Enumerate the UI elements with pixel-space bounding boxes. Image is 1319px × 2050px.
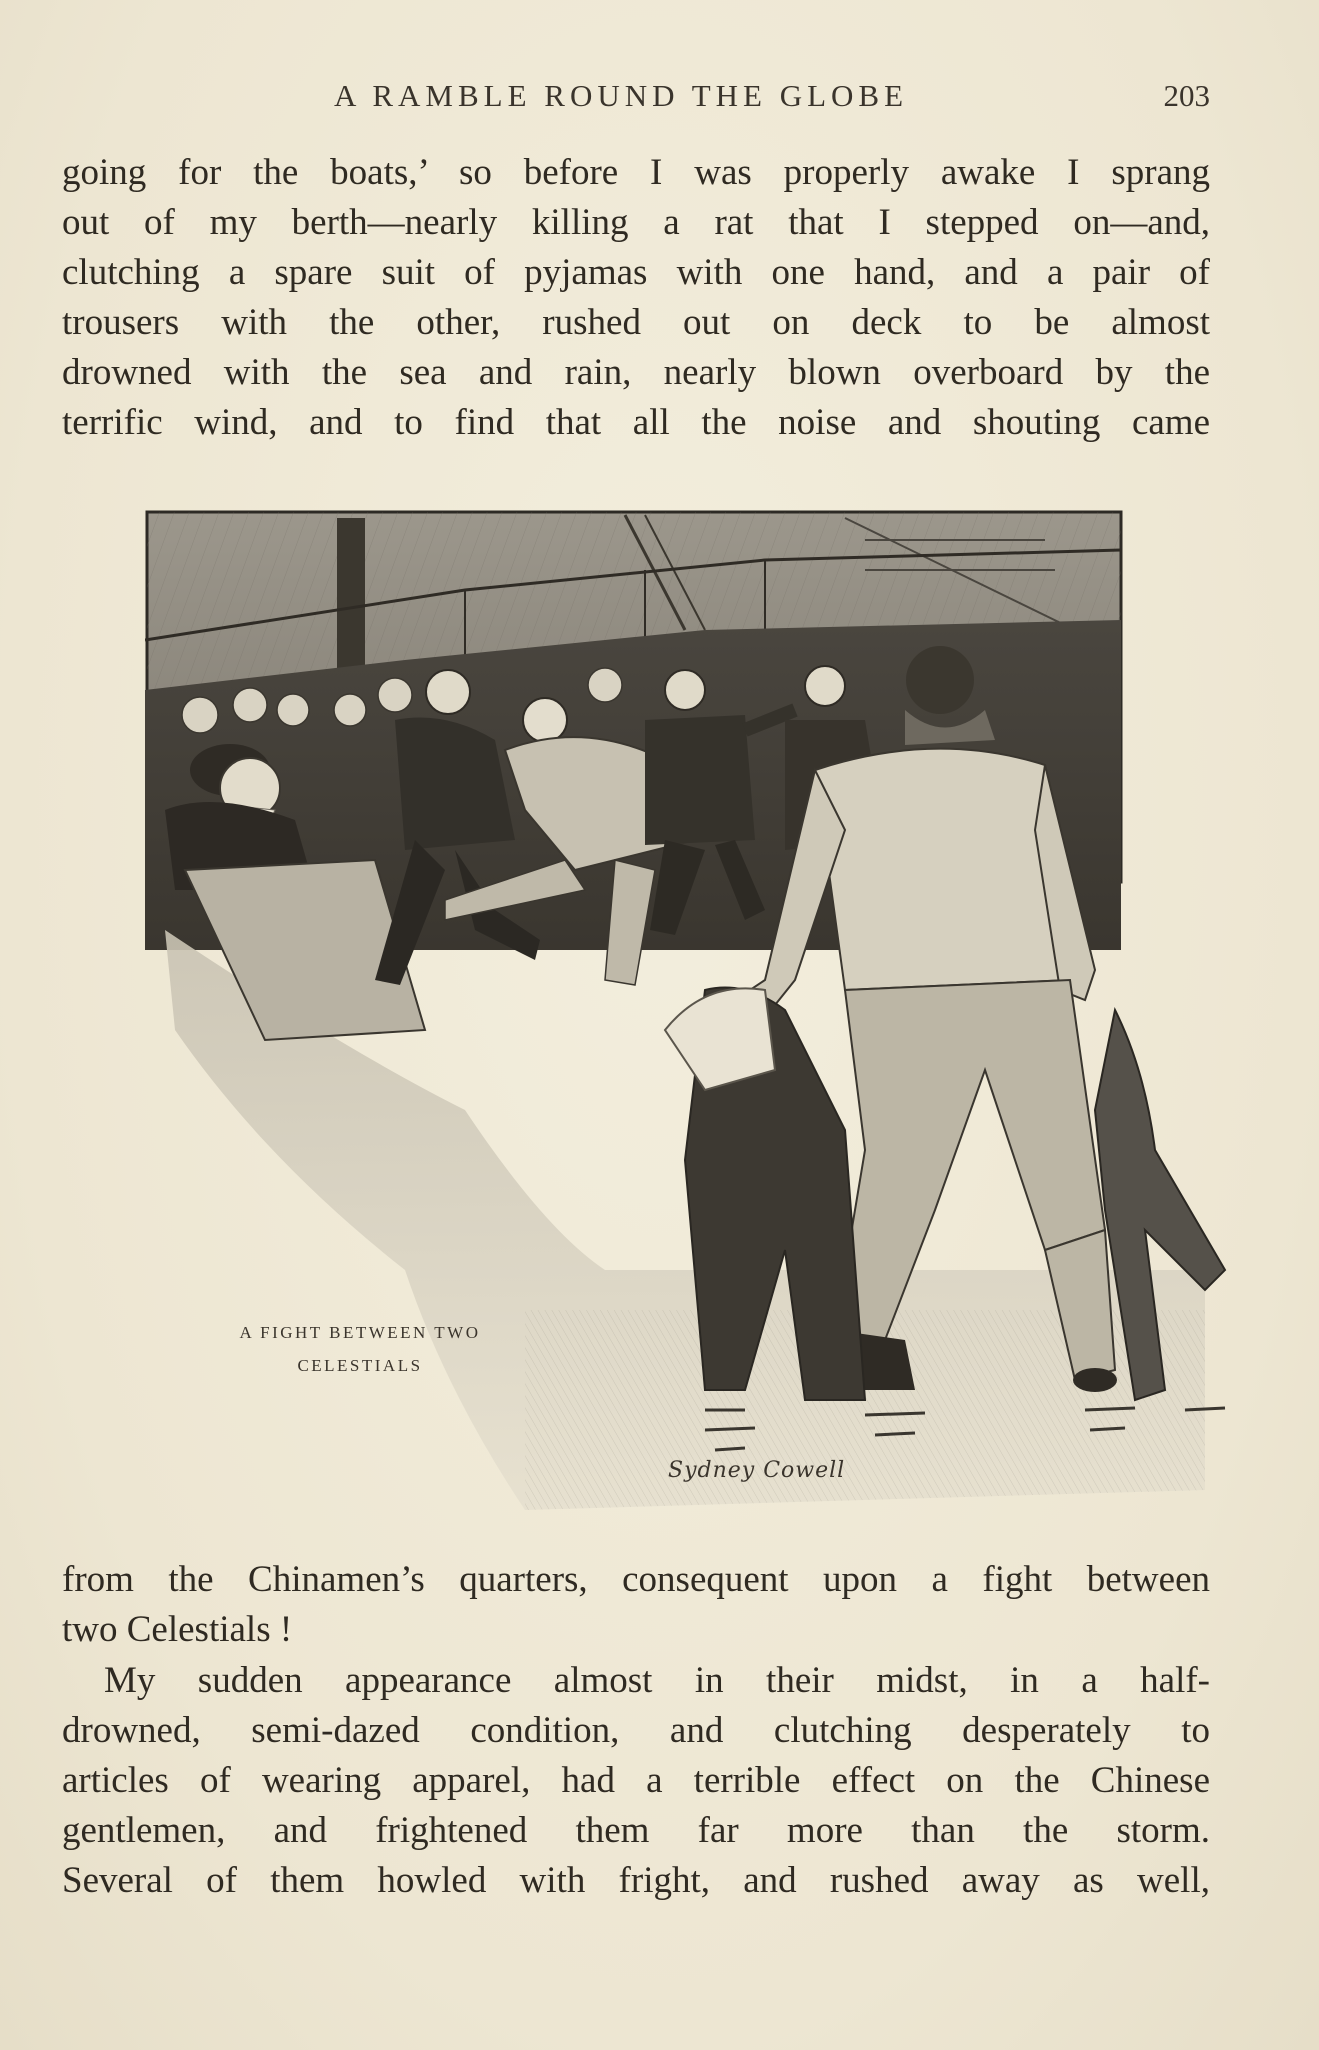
paragraph-1: [62, 148, 1210, 448]
text-line: drowned with the sea and rain, nearly blown overboard by the: [62, 352, 1210, 393]
text-line: clutching a spare suit of pyjamas with one hand, and a pair of: [62, 252, 1210, 293]
text-line: drowned, semi-dazed condition, and clutching desperately to: [62, 1710, 1210, 1751]
text-line: going for the boats,’ so before I was properly awake I sprang: [62, 152, 1210, 193]
text-line: My sudden appearance almost in their midst, in a half-: [104, 1660, 1210, 1701]
page-number: 203: [1163, 78, 1210, 113]
illustration-fight-on-deck: [145, 510, 1245, 1515]
caption-line-1: A FIGHT BETWEEN TWO: [239, 1323, 481, 1342]
illustration-caption: [190, 1316, 530, 1382]
text-line: Several of them howled with fright, and rushed away as well,: [62, 1860, 1210, 1901]
artist-signature: Sydney Cowell: [668, 1458, 846, 1483]
text-line: terrific wind, and to find that all the noise and shouting came: [62, 402, 1210, 443]
text-line: trousers with the other, rushed out on deck to be almost: [62, 302, 1210, 343]
text-line: two Celestials !: [62, 1609, 293, 1650]
text-line: out of my berth—nearly killing a rat that I stepped on—and,: [62, 202, 1210, 243]
text-line: articles of wearing apparel, had a terrible effect on the Chinese: [62, 1760, 1210, 1801]
caption-line-2: CELESTIALS: [297, 1356, 423, 1375]
running-head: [62, 78, 1210, 118]
text-line: gentlemen, and frightened them far more than the storm.: [62, 1810, 1210, 1851]
paragraph-2: [62, 1555, 1210, 1655]
text-line: from the Chinamen’s quarters, consequent upon a fight between: [62, 1559, 1210, 1600]
running-title: A RAMBLE ROUND THE GLOBE: [333, 78, 909, 113]
paragraph-3: [62, 1656, 1210, 1906]
